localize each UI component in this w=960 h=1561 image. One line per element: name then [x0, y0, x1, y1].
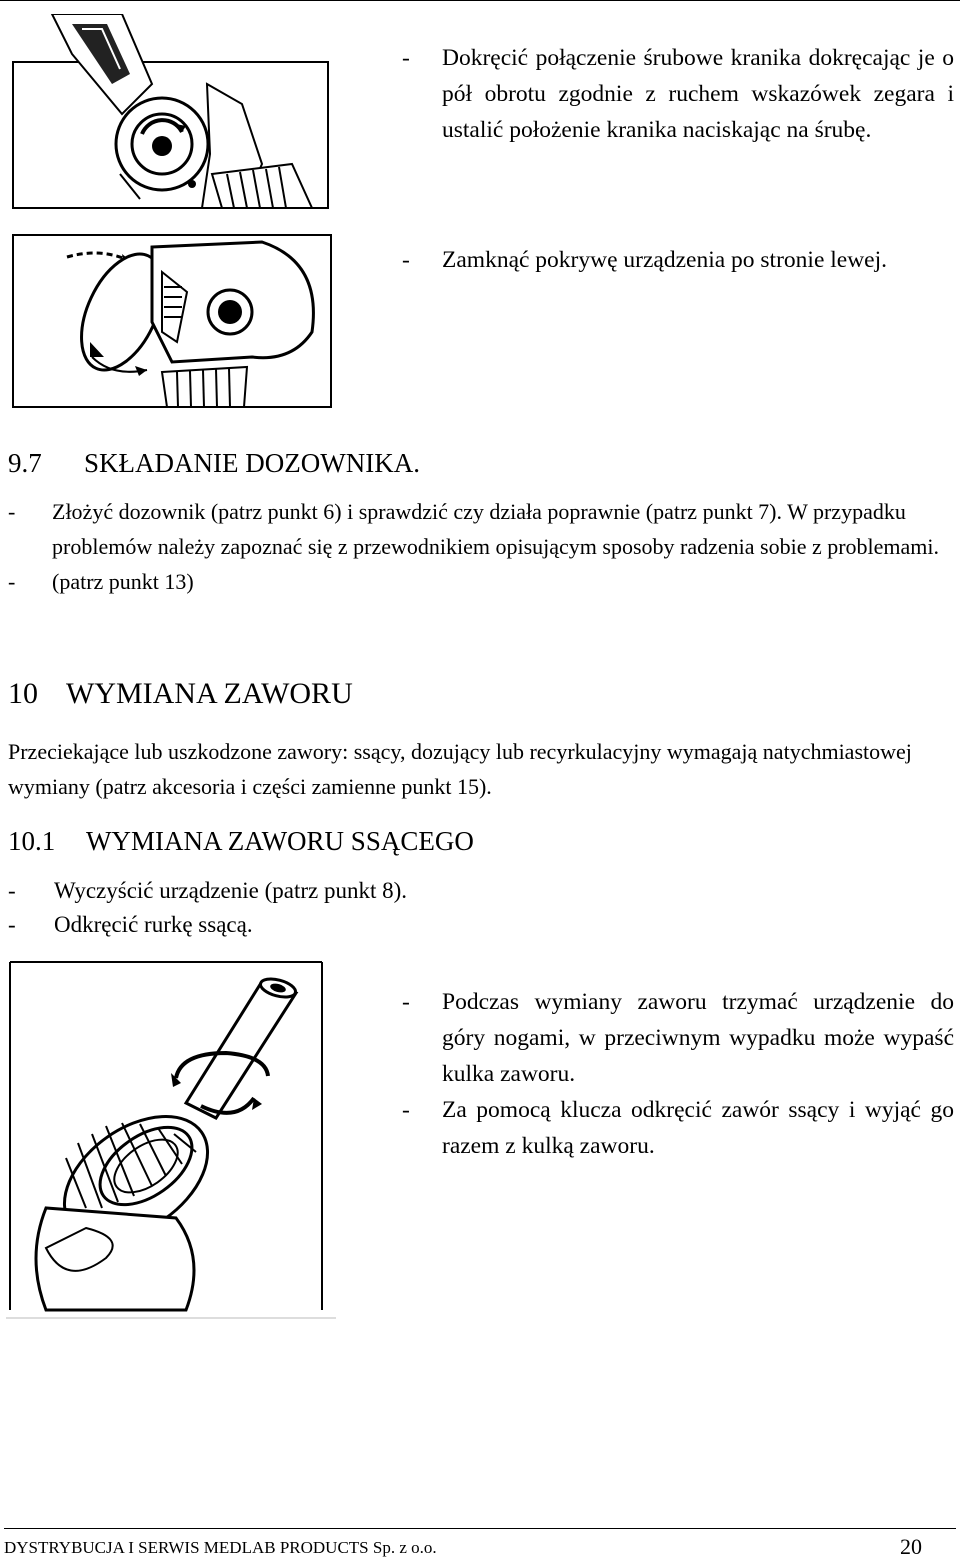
- page-number: 20: [900, 1534, 922, 1559]
- section-10-1-number: 10.1: [8, 826, 56, 856]
- page-footer: [4, 1528, 956, 1560]
- list-item-text: Złożyć dozownik (patrz punkt 6) i sprawdzić czy działa poprawnie (patrz punkt 7). W przypadku problemów należy zapoznać się z przewodnikiem opisującym sposoby radzenia sobie z problemami.: [52, 499, 940, 559]
- list-item: [8, 564, 956, 599]
- list-dash: -: [402, 1097, 410, 1123]
- list-dash: -: [8, 912, 16, 937]
- list-item: [8, 908, 407, 942]
- step-unscrew-valve-text: Za pomocą klucza odkręcić zawór ssący i wyjąć go razem z kulką zaworu.: [442, 1097, 954, 1159]
- footer-rule: [4, 1528, 956, 1529]
- step-close-cover: [402, 242, 954, 318]
- list-dash: -: [8, 569, 16, 594]
- list-item-text: Odkręcić rurkę ssącą.: [54, 912, 253, 937]
- list-item-text: (patrz punkt 13): [52, 569, 194, 594]
- section-9-7-title: SKŁADANIE DOZOWNIKA.: [84, 448, 420, 478]
- step-hold-upside-down-text: Podczas wymiany zaworu trzymać urządzenie do góry nogami, w przeciwnym wypadku może wypaść kulka zaworu.: [442, 989, 954, 1087]
- section-number: 9.7: [8, 448, 42, 478]
- step-tighten: [402, 40, 954, 190]
- section-10-1-list: [8, 874, 407, 942]
- step-tighten-text: Dokręcić połączenie śrubowe kranika dokręcając je o pół obrotu zgodnie z ruchem wskazówek zegara i ustalić położenie kranika naciskając na śrubę.: [442, 45, 954, 143]
- list-item-text: Wyczyścić urządzenie (patrz punkt 8).: [54, 878, 408, 903]
- section-10-number: 10: [8, 677, 38, 710]
- list-dash: -: [8, 878, 16, 903]
- step-close-cover-text: Zamknąć pokrywę urządzenia po stronie lewej.: [442, 247, 888, 273]
- section-10-1-title: WYMIANA ZAWORU SSĄCEGO: [86, 826, 474, 856]
- list-item: [8, 874, 407, 908]
- list-dash: -: [402, 247, 410, 273]
- footer-company: DYSTRYBUCJA I SERWIS MEDLAB PRODUCTS Sp. z o.o.: [4, 1538, 437, 1557]
- figure-unscrew-tube: [6, 958, 336, 1322]
- section-9-7-heading: [8, 446, 42, 480]
- figure-tighten-fitting: [12, 14, 334, 210]
- step-hold-upside-down: [402, 984, 954, 1094]
- list-dash: -: [402, 45, 410, 71]
- section-10-title: WYMIANA ZAWORU: [66, 677, 353, 710]
- list-dash: -: [8, 499, 16, 524]
- figure-close-cover: [12, 232, 334, 410]
- step-unscrew-valve: [402, 1092, 954, 1166]
- list-item: [8, 494, 956, 564]
- section-9-7-list: [8, 494, 956, 599]
- list-dash: -: [402, 989, 410, 1015]
- section-10-paragraph: Przeciekające lub uszkodzone zawory: ssący, dozujący lub recyrkulacyjny wymagają natychmiastowej wymiany (patrz akcesoria i części zamienne punkt 15).: [8, 739, 912, 799]
- top-rule: [0, 0, 960, 1]
